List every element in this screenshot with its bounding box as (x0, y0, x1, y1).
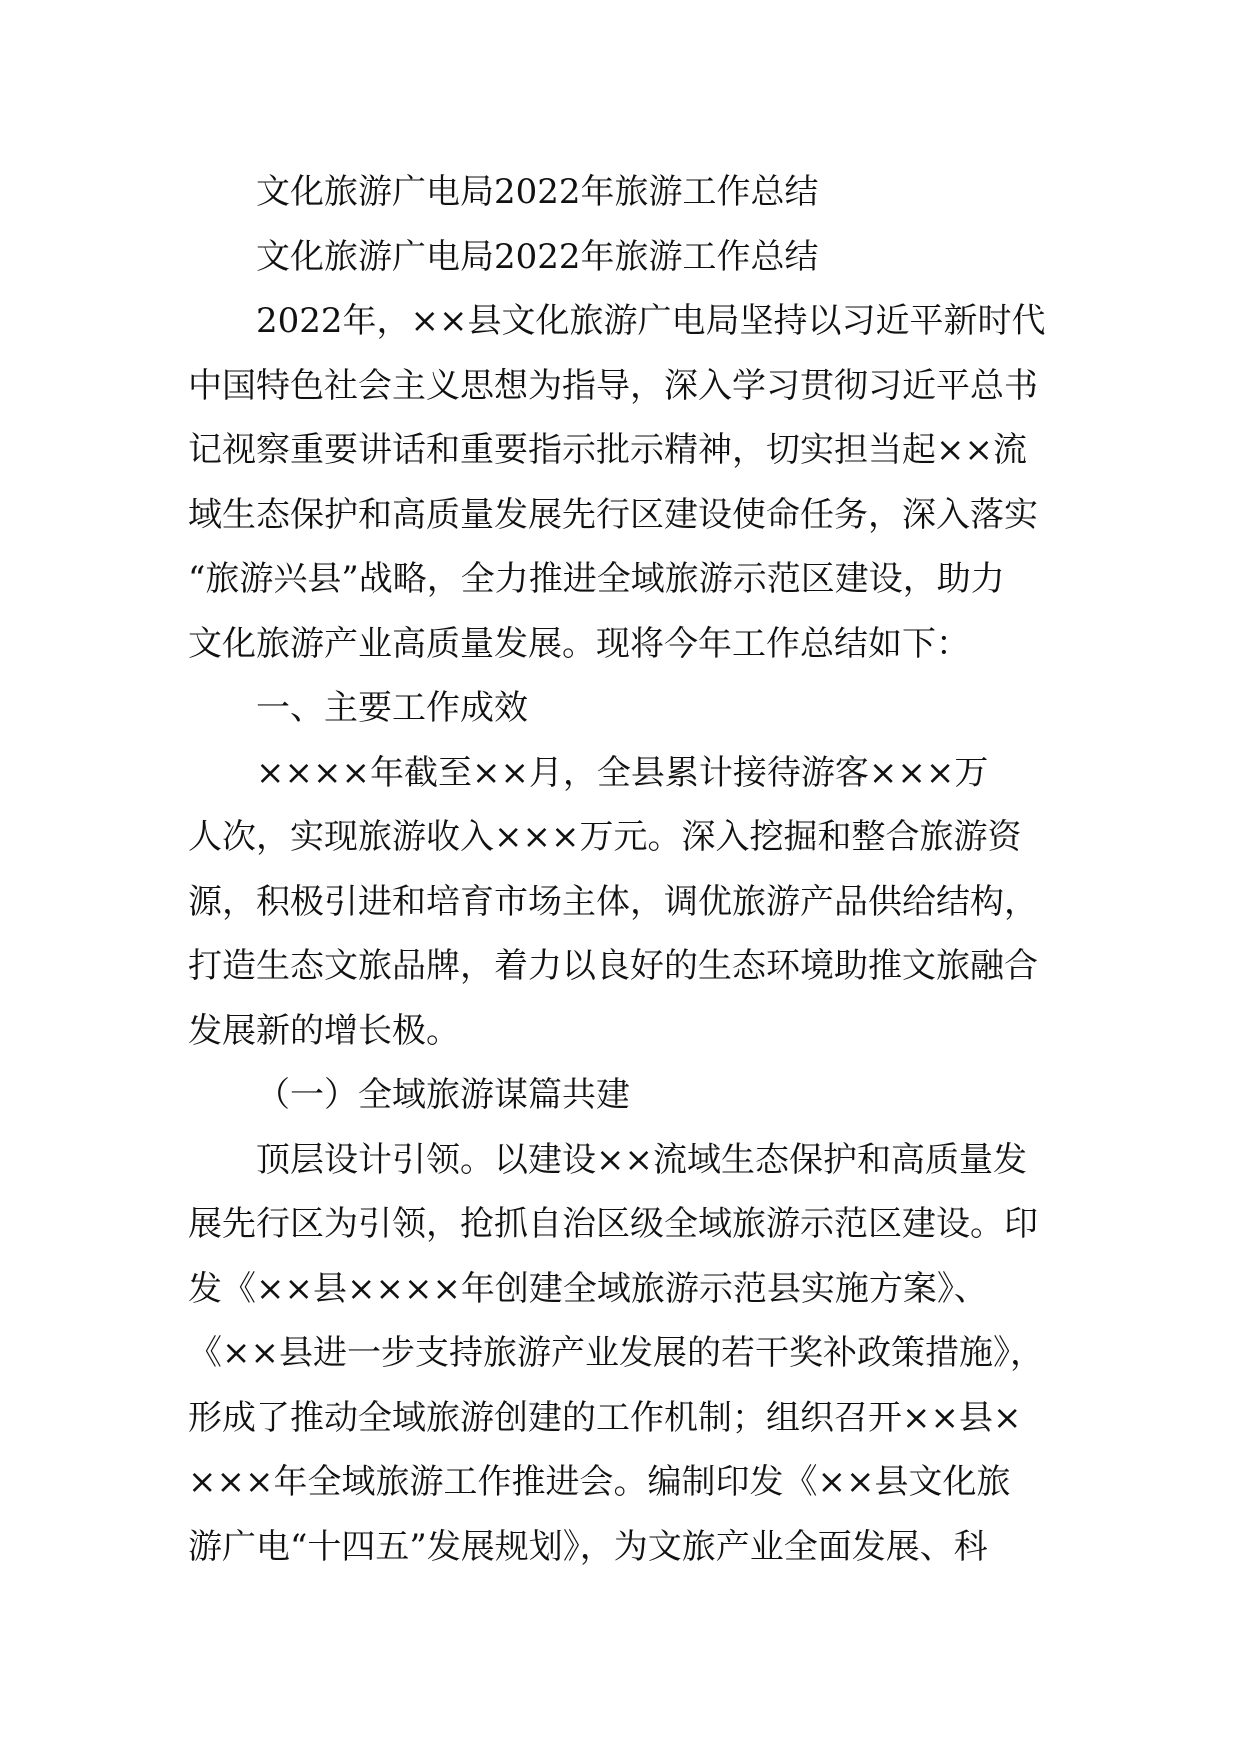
body-line: 顶层设计引领。以建设××流域生态保护和高质量发 (256, 1139, 1027, 1180)
document-subtitle: 文化旅游广电局2022年旅游工作总结 (256, 236, 819, 277)
body-line: 《××县进一步支持旅游产业发展的若干奖补政策措施》， (188, 1333, 1044, 1373)
document-page (188, 160, 1068, 1579)
body-line: 域生态保护和高质量发展先行区建设使命任务，深入落实 (188, 494, 1038, 535)
body-line: 打造生态文旅品牌，着力以良好的生态环境助推文旅融合 (188, 946, 1038, 986)
body-line: 游广电“十四五”发展规划》，为文旅产业全面发展、科 (188, 1526, 988, 1567)
subsection-heading: （一）全域旅游谋篇共建 (256, 1075, 630, 1115)
body-line: 2022年，××县文化旅游广电局坚持以习近平新时代 (256, 301, 1046, 341)
body-line: 形成了推动全域旅游创建的工作机制；组织召开××县× (188, 1397, 1022, 1438)
document-title: 文化旅游广电局2022年旅游工作总结 (256, 172, 819, 212)
body-line: 源，积极引进和培育市场主体，调优旅游产品供给结构， (188, 881, 1038, 922)
body-line: 文化旅游产业高质量发展。现将今年工作总结如下： (188, 623, 970, 664)
body-line: 人次，实现旅游收入×××万元。深入挖掘和整合旅游资 (188, 817, 1022, 857)
body-line: 展先行区为引领，抢抓自治区级全域旅游示范区建设。印 (188, 1204, 1038, 1244)
body-line: 中国特色社会主义思想为指导，深入学习贯彻习近平总书 (188, 365, 1038, 406)
body-line: “旅游兴县”战略，全力推进全域旅游示范区建设，助力 (188, 559, 1005, 599)
body-line: 记视察重要讲话和重要指示批示精神，切实担当起××流 (188, 430, 1027, 470)
section-heading: 一、主要工作成效 (256, 688, 528, 728)
body-line: 发展新的增长极。 (188, 1010, 460, 1051)
body-line: 发《××县××××年创建全域旅游示范县实施方案》、 (188, 1268, 988, 1309)
body-line: ×××年全域旅游工作推进会。编制印发《××县文化旅 (188, 1462, 1011, 1502)
body-line: ××××年截至××月，全县累计接待游客×××万 (256, 752, 989, 793)
